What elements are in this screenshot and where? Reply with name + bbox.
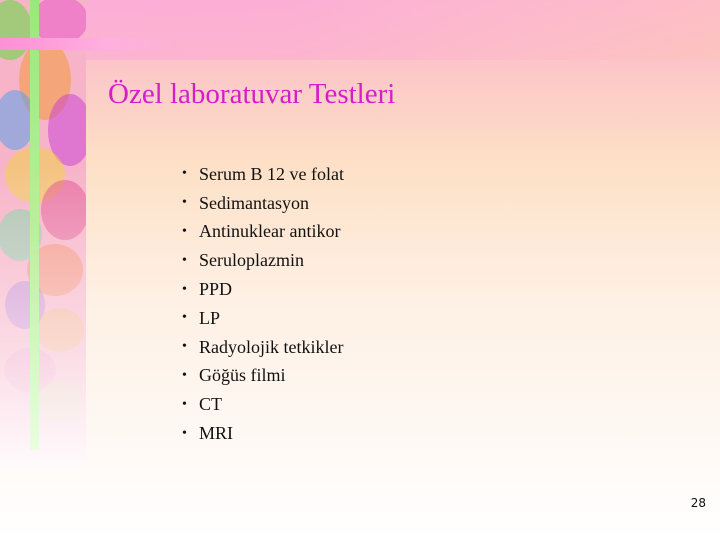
- list-item: [182, 390, 344, 419]
- page-number: 28: [690, 496, 706, 510]
- bullet-icon: •: [182, 195, 187, 211]
- list-item: [182, 333, 344, 362]
- list-item: [182, 246, 344, 275]
- list-item-label: PPD: [199, 279, 233, 300]
- list-item-label: Seruloplazmin: [199, 250, 304, 271]
- list-item-label: Sedimantasyon: [199, 192, 309, 213]
- bullet-list: [182, 160, 344, 448]
- bullet-icon: •: [182, 252, 187, 268]
- list-item: [182, 419, 344, 448]
- list-item-label: Göğüs filmi: [199, 365, 286, 386]
- bullet-icon: •: [182, 166, 187, 182]
- bullet-icon: •: [182, 396, 187, 412]
- list-item: [182, 275, 344, 304]
- list-item: [182, 160, 344, 189]
- list-item-label: Antinuklear antikor: [199, 221, 341, 242]
- bullet-icon: •: [182, 281, 187, 297]
- bullet-icon: •: [182, 223, 187, 239]
- slide-title: Özel laboratuvar Testleri: [108, 78, 396, 110]
- list-item-label: LP: [199, 307, 221, 328]
- bullet-icon: •: [182, 310, 187, 326]
- bullet-icon: •: [182, 367, 187, 383]
- list-item-label: Serum B 12 ve folat: [199, 163, 344, 184]
- list-item-label: MRI: [199, 423, 234, 444]
- list-item: [182, 218, 344, 247]
- pink-horizontal-strip: [0, 38, 180, 50]
- list-item-label: Radyolojik tetkikler: [199, 336, 344, 357]
- list-item: [182, 304, 344, 333]
- list-item-label: CT: [199, 394, 223, 415]
- decorative-side-art: [0, 0, 86, 470]
- side-art-fade: [0, 0, 86, 470]
- list-item: [182, 362, 344, 391]
- bullet-icon: •: [182, 339, 187, 355]
- top-gradient-band: [0, 0, 720, 60]
- green-vertical-bar: [30, 0, 39, 450]
- bullet-icon: •: [182, 425, 187, 441]
- list-item: [182, 189, 344, 218]
